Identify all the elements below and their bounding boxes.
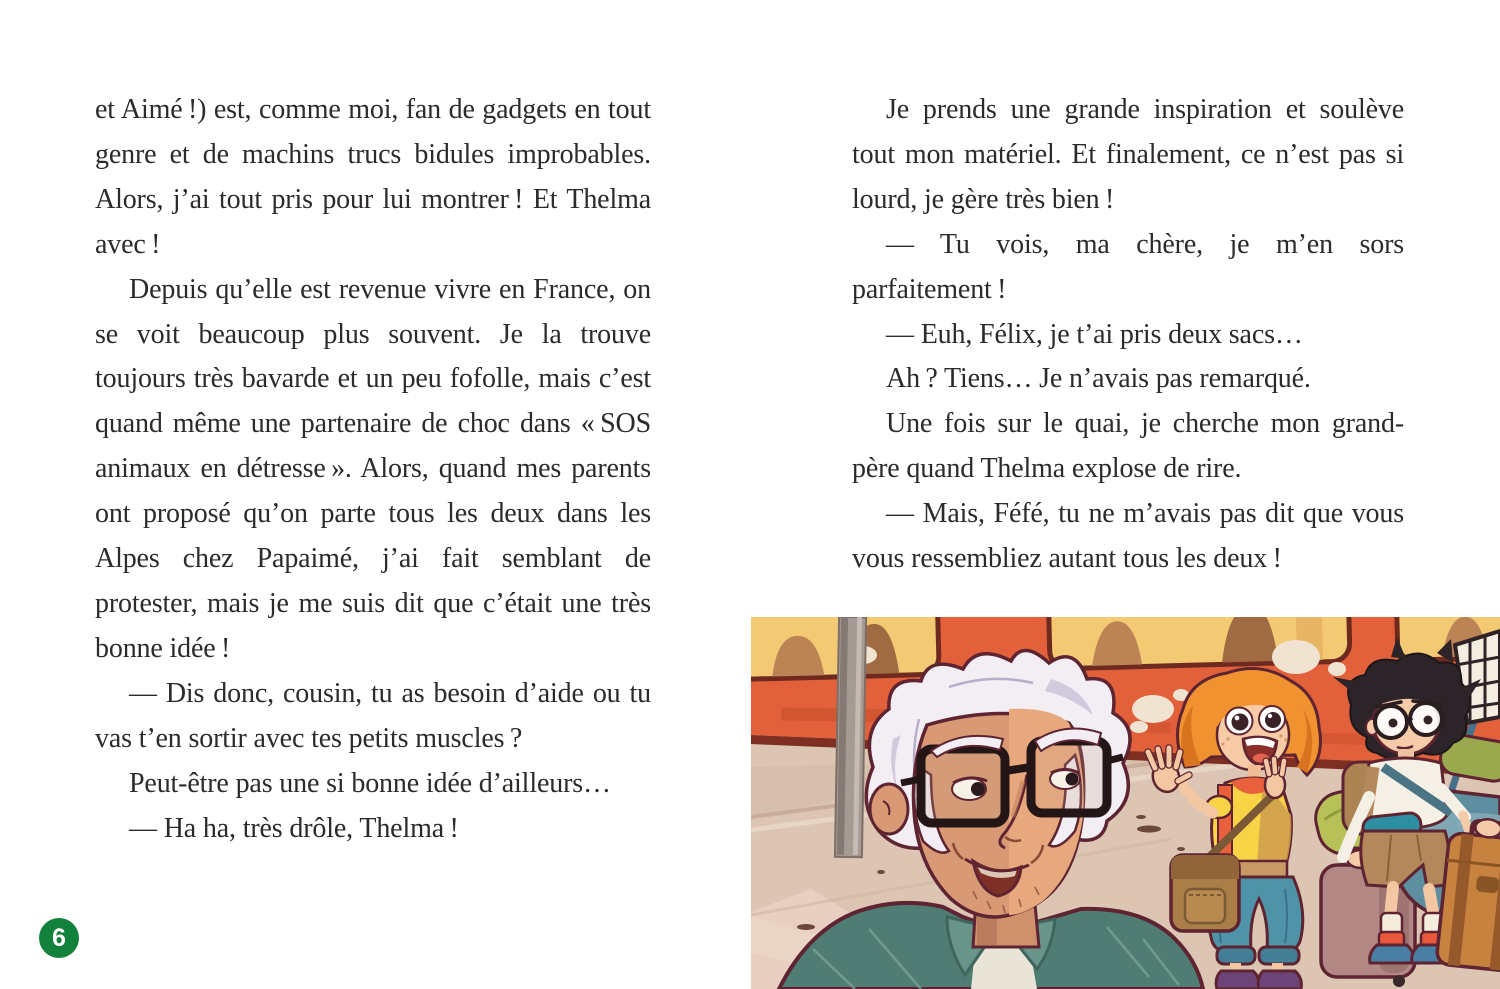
paragraph: — Mais, Féfé, tu ne m’avais pas dit que vous vous ressembliez autant tous les deux ! <box>852 498 1404 575</box>
platform-pole <box>835 617 866 857</box>
story-illustration <box>751 617 1500 989</box>
paragraph: Je prends une grande inspiration et soulève tout mon matériel. Et finalement, ce n’est pas si lourd, je gère très bien ! <box>852 94 1404 215</box>
paragraph: — Tu vois, ma chère, je m’en sors parfaitement ! <box>852 228 1404 305</box>
satchel-bag <box>1171 855 1239 931</box>
page-number-badge <box>39 918 79 958</box>
paragraph: — Ha ha, très drôle, Thelma ! <box>129 812 459 844</box>
page-number: 6 <box>52 923 66 952</box>
right-text-column <box>852 88 1404 582</box>
paragraph: Une fois sur le quai, je cherche mon grand-père quand Thelma explose de rire. <box>852 408 1404 485</box>
paragraph: Ah ? Tiens… Je n’avais pas remarqué. <box>886 363 1311 395</box>
left-text-column <box>95 88 651 851</box>
paragraph: et Aimé !) est, comme moi, fan de gadgets en tout genre et de machins trucs bidules improbables. Alors, j’ai tout pris pour lui montrer ! Et Thelma avec ! <box>95 94 651 260</box>
paragraph: — Dis donc, cousin, tu as besoin d’aide ou tu vas t’en sortir avec tes petits muscles ? <box>95 677 651 754</box>
paragraph: — Euh, Félix, je t’ai pris deux sacs… <box>886 318 1303 350</box>
paragraph: Depuis qu’elle est revenue vivre en France, on se voit beaucoup plus souvent. Je la trouve toujours très bavarde et un peu fofolle, mais c’est quand même une partenaire de choc dans « SOS animaux en détresse ». Alors, quand mes parents ont proposé qu’on parte tous les deux dans les Alpes chez Papaimé, j’ai fait semblant de protester, mais je me suis dit que c’était une très bonne idée ! <box>95 273 651 664</box>
paragraph: Peut-être pas une si bonne idée d’ailleurs… <box>129 767 611 799</box>
girl-right-hand <box>1265 759 1285 798</box>
